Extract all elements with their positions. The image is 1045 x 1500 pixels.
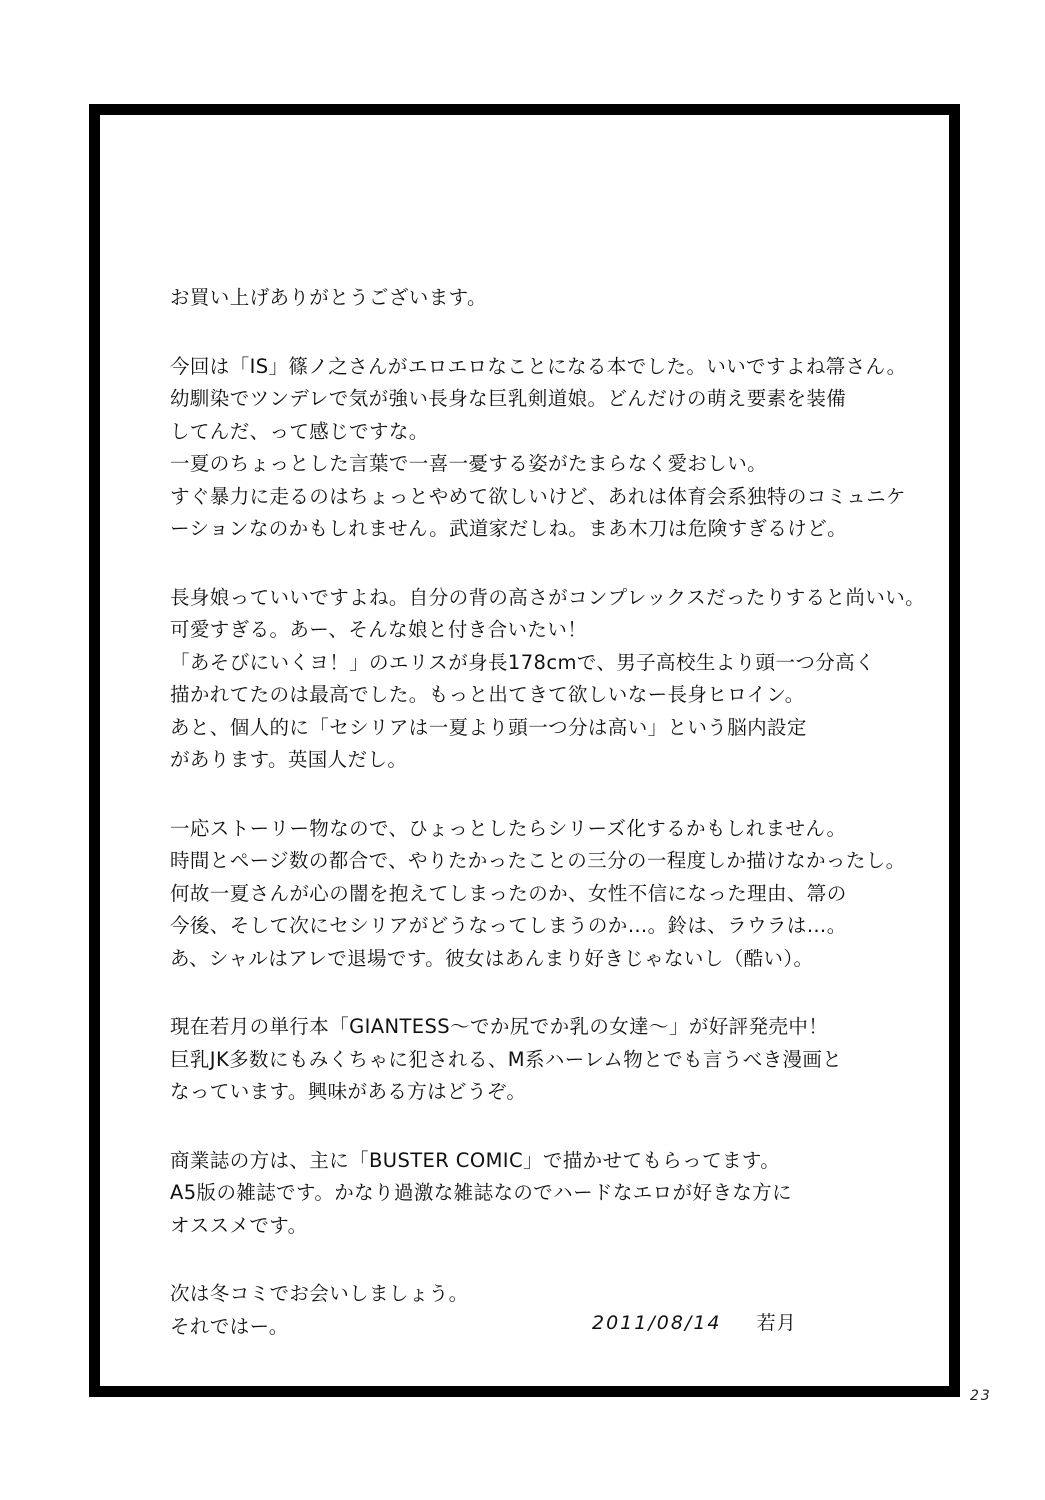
signature [592, 1308, 797, 1335]
text-line: 「あそびにいくヨ！」のエリスが身長178cmで、男子高校生より頭一つ分高く [170, 650, 875, 674]
paragraph [170, 282, 930, 315]
text-line: それではー。 [170, 1314, 289, 1338]
page-number: 23 [970, 1388, 992, 1404]
text-line: オススメです。 [170, 1213, 308, 1237]
text-line: 何故一夏さんが心の闇を抱えてしまったのか、女性不信になった理由、箒の [170, 881, 847, 905]
text-line: 一応ストーリー物なので、ひょっとしたらシリーズ化するかもしれません。 [170, 816, 847, 840]
text-line: 一夏のちょっとした言葉で一喜一憂する姿がたまらなく愛おしい。 [170, 452, 768, 475]
paragraph [170, 1011, 930, 1109]
text-line: 幼馴染でツンデレで気が強い長身な巨乳剣道娘。どんだけの萌え要素を装備 [170, 387, 847, 410]
text-line: 現在若月の単行本「GIANTESS～でか尻でか乳の女達～」が好評発売中！ [170, 1015, 829, 1038]
text-line: あ、シャルはアレで退場です。彼女はあんまり好きじゃないし（酷い）。 [170, 946, 814, 970]
paragraph [170, 813, 930, 976]
text-line: 巨乳JK多数にもみくちゃに犯される、M系ハーレム物とでも言うべき漫画と [170, 1047, 843, 1071]
text-line: なっています。興味がある方はどうぞ。 [170, 1080, 527, 1103]
text-line: 商業誌の方は、主に「BUSTER COMIC」で描かせてもらってます。 [170, 1148, 781, 1172]
text-line: してんだ、って感じですな。 [170, 419, 429, 443]
signature-author: 若月 [756, 1312, 797, 1334]
signature-date: 2011/08/14 [592, 1312, 722, 1334]
text-line: A5版の雑誌です。かなり過激な雑誌なのでハードなエロが好きな方に [170, 1181, 792, 1204]
afterword-text [170, 282, 930, 1379]
paragraph [170, 351, 930, 546]
text-line: あと、個人的に「セシリアは一夏より頭一つ分は高い」という脳内設定 [170, 715, 807, 739]
text-line: 時間とページ数の都合で、やりたかったことの三分の一程度しか描けなかったし。 [170, 849, 906, 872]
text-line: 長身娘っていいですよね。自分の背の高さがコンプレックスだったりすると尚いい。 [170, 585, 926, 609]
text-line: 次は冬コミでお会いしましょう。 [170, 1282, 469, 1305]
text-line: 今後、そして次にセシリアがどうなってしまうのか…。鈴は、ラウラは…。 [170, 914, 847, 937]
text-line: 可愛すぎる。あー、そんな娘と付き合いたい！ [170, 618, 588, 641]
text-line: お買い上げありがとうございます。 [170, 286, 487, 309]
paragraph [170, 1278, 930, 1343]
text-line: があります。英国人だし。 [170, 748, 408, 771]
paragraph [170, 1145, 930, 1243]
paragraph [170, 582, 930, 777]
text-line: 今回は「IS」篠ノ之さんがエロエロなことになる本でした。いいですよね箒さん。 [170, 354, 907, 378]
text-line: すぐ暴力に走るのはちょっとやめて欲しいけど、あれは体育会系独特のコミュニケ [170, 484, 906, 508]
text-line: ーションなのかもしれません。武道家だしね。まあ木刀は危険すぎるけど。 [170, 517, 847, 540]
text-line: 描かれてたのは最高でした。もっと出てきて欲しいなー長身ヒロイン。 [170, 683, 805, 706]
